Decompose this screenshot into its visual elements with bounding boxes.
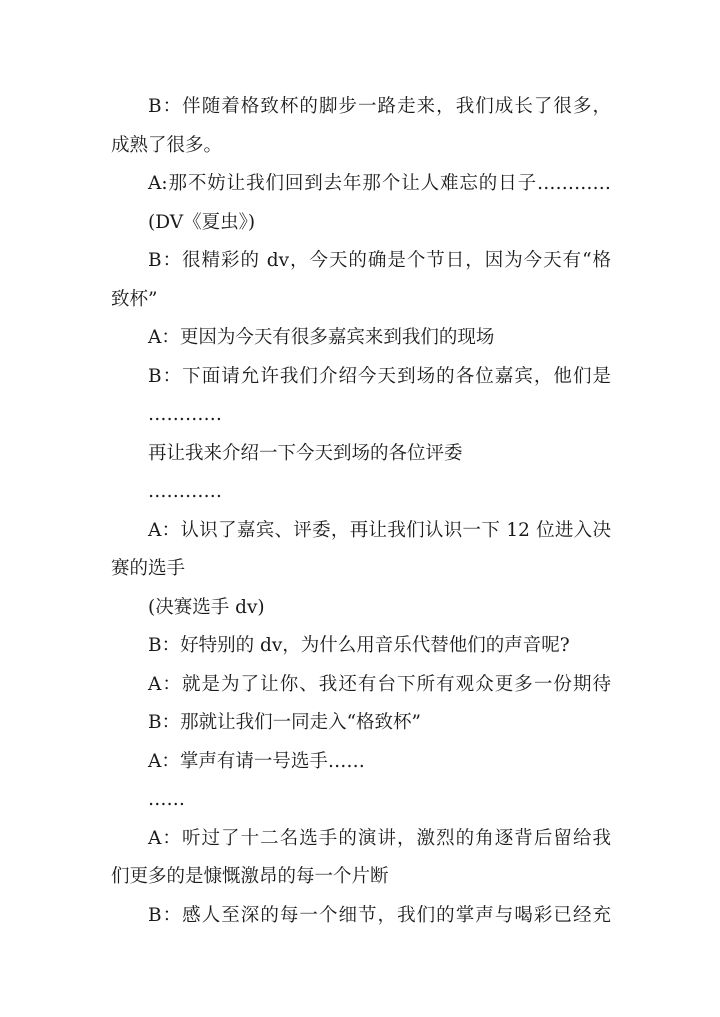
text-line: A：听过了十二名选手的演讲，激烈的角逐背后留给我	[148, 827, 611, 849]
text-line: 们更多的是慷慨激昂的每一个片断	[111, 866, 389, 887]
text-line: (DV《夏虫》)	[148, 211, 256, 233]
text-line: ……	[148, 789, 185, 810]
text-line: 成熟了很多。	[111, 134, 223, 156]
text-line: …………	[148, 481, 222, 502]
script-body	[111, 88, 611, 935]
text-line: A:那不妨让我们回到去年那个让人难忘的日子…………	[148, 173, 611, 194]
text-line: (决赛选手 dv)	[148, 596, 265, 618]
text-line: 赛的选手	[111, 558, 186, 579]
text-line: A：认识了嘉宾、评委，再让我们认识一下 12 位进入决	[148, 519, 611, 541]
text-line: B：那就让我们一同走入“格致杯”	[148, 712, 422, 733]
text-line: A：就是为了让你、我还有台下所有观众更多一份期待	[148, 673, 611, 695]
text-line: A：掌声有请一号选手……	[148, 750, 365, 772]
text-line: B：很精彩的 dv，今天的确是个节日，因为今天有“格	[148, 250, 611, 271]
text-line: B：感人至深的每一个细节，我们的掌声与喝彩已经充	[148, 904, 611, 926]
text-line: B：伴随着格致杯的脚步一路走来，我们成长了很多，	[148, 96, 611, 117]
text-line: …………	[148, 404, 222, 425]
text-line: B：好特别的 dv，为什么用音乐代替他们的声音呢?	[148, 635, 570, 656]
text-line: 致杯”	[111, 288, 158, 310]
text-line: 再让我来介绍一下今天到场的各位评委	[148, 442, 463, 464]
text-line: A：更因为今天有很多嘉宾来到我们的现场	[148, 327, 495, 348]
text-line: B：下面请允许我们介绍今天到场的各位嘉宾，他们是	[148, 365, 611, 387]
